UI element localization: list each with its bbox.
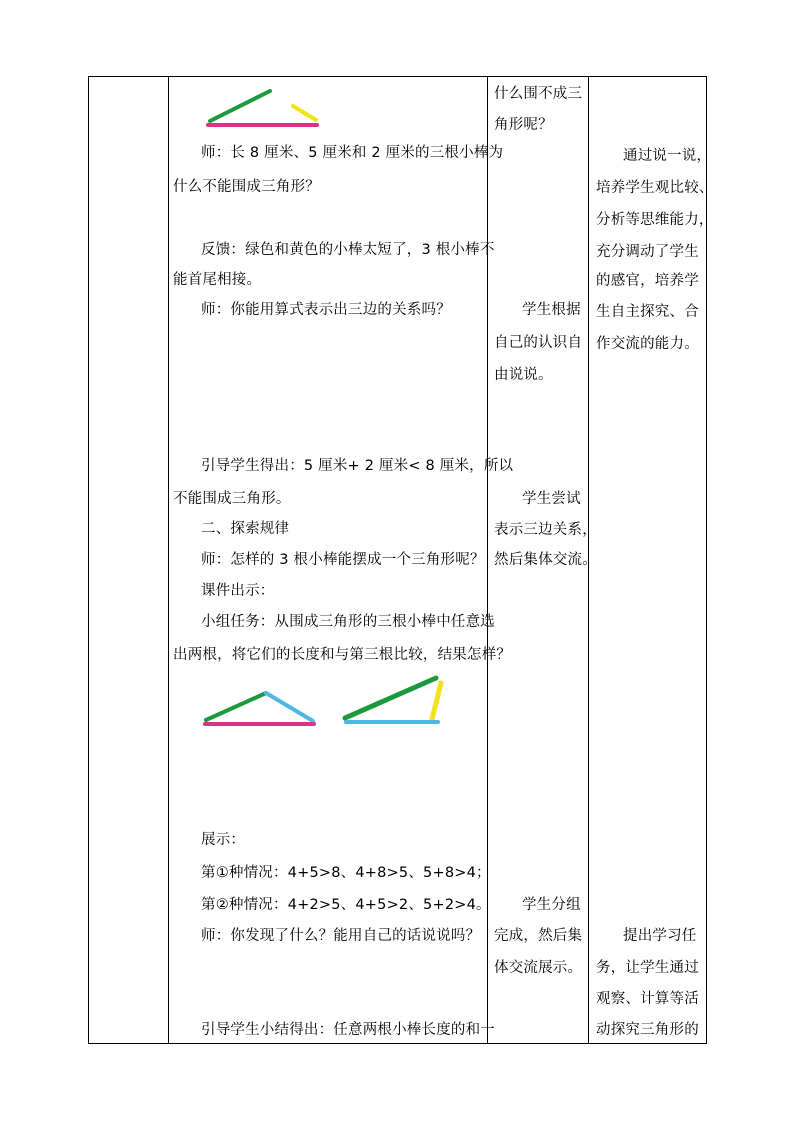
- main-text-line: 师：你发现了什么？能用自己的话说说吗？: [201, 928, 481, 944]
- main-text-line: 引导学生小结得出：任意两根小棒长度的和一: [201, 1022, 495, 1038]
- student-text-line: 角形呢？: [494, 117, 553, 133]
- blue-stick: [266, 693, 313, 721]
- main-text-line: 师：你能用算式表示出三边的关系吗？: [201, 302, 451, 318]
- yellow-stick: [432, 683, 441, 719]
- intent-text-line: 培养学生观比较、: [596, 180, 714, 196]
- main-text-line: 第①种情况：4+5>8、4+8>5、5+8>4；: [201, 865, 491, 881]
- main-text-line: 出两根，将它们的长度和与第三根比较，结果怎样？: [173, 647, 512, 663]
- main-text-line: 师：长 8 厘米、5 厘米和 2 厘米的三根小棒为: [201, 145, 504, 161]
- intent-text-line: 动探究三角形的: [596, 1022, 699, 1038]
- green-stick: [206, 693, 266, 720]
- main-text-line: 反馈：绿色和黄色的小棒太短了，3 根小棒不: [201, 242, 495, 258]
- green-stick: [210, 91, 270, 121]
- student-text-line: 表示三边关系，: [494, 522, 597, 538]
- intent-text-line: 生自主探究、合: [596, 304, 699, 320]
- student-text-line: 然后集体交流。: [494, 552, 597, 568]
- sticks-figure-1: [200, 86, 330, 130]
- student-text-line: 体交流展示。: [494, 960, 583, 976]
- main-text-line: 不能围成三角形。: [173, 491, 291, 507]
- intent-text-line: 提出学习任: [623, 928, 697, 944]
- main-text-line: 展示：: [201, 832, 246, 848]
- main-text-line: 师：怎样的 3 根小棒能摆成一个三角形呢？: [201, 552, 485, 568]
- intent-text-line: 务，让学生通过: [596, 960, 699, 976]
- main-text-line: 小组任务：从围成三角形的三根小棒中任意选: [201, 614, 495, 630]
- intent-text-line: 的感官，培养学: [596, 273, 699, 289]
- column-divider: [168, 77, 169, 1043]
- student-text-line: 学生尝试: [522, 491, 581, 507]
- main-text-line: 课件出示：: [201, 583, 275, 599]
- main-text-line: 能首尾相接。: [173, 272, 262, 288]
- main-text-line: 什么不能围成三角形？: [173, 179, 320, 195]
- intent-text-line: 充分调动了学生: [596, 244, 699, 260]
- student-text-line: 自己的认识自: [494, 335, 583, 351]
- student-text-line: 完成，然后集: [494, 928, 583, 944]
- student-text-line: 学生根据: [522, 302, 581, 318]
- main-text-line: 引导学生得出：5 厘米+ 2 厘米< 8 厘米，所以: [201, 458, 514, 474]
- student-text-line: 由说说。: [494, 367, 553, 383]
- intent-text-line: 通过说一说，: [623, 148, 712, 164]
- yellow-stick: [293, 106, 316, 120]
- sticks-figure-2: [198, 672, 448, 732]
- green-stick: [345, 678, 436, 718]
- student-text-line: 什么围不成三: [494, 86, 583, 102]
- intent-text-line: 分析等思维能力，: [596, 212, 714, 228]
- intent-text-line: 观察、计算等活: [596, 991, 699, 1007]
- section-heading: 二、探索规律: [201, 521, 290, 537]
- main-text-line: 第②种情况：4+2>5、4+5>2、5+2>4。: [201, 897, 491, 913]
- student-text-line: 学生分组: [522, 897, 581, 913]
- intent-text-line: 作交流的能力。: [596, 336, 699, 352]
